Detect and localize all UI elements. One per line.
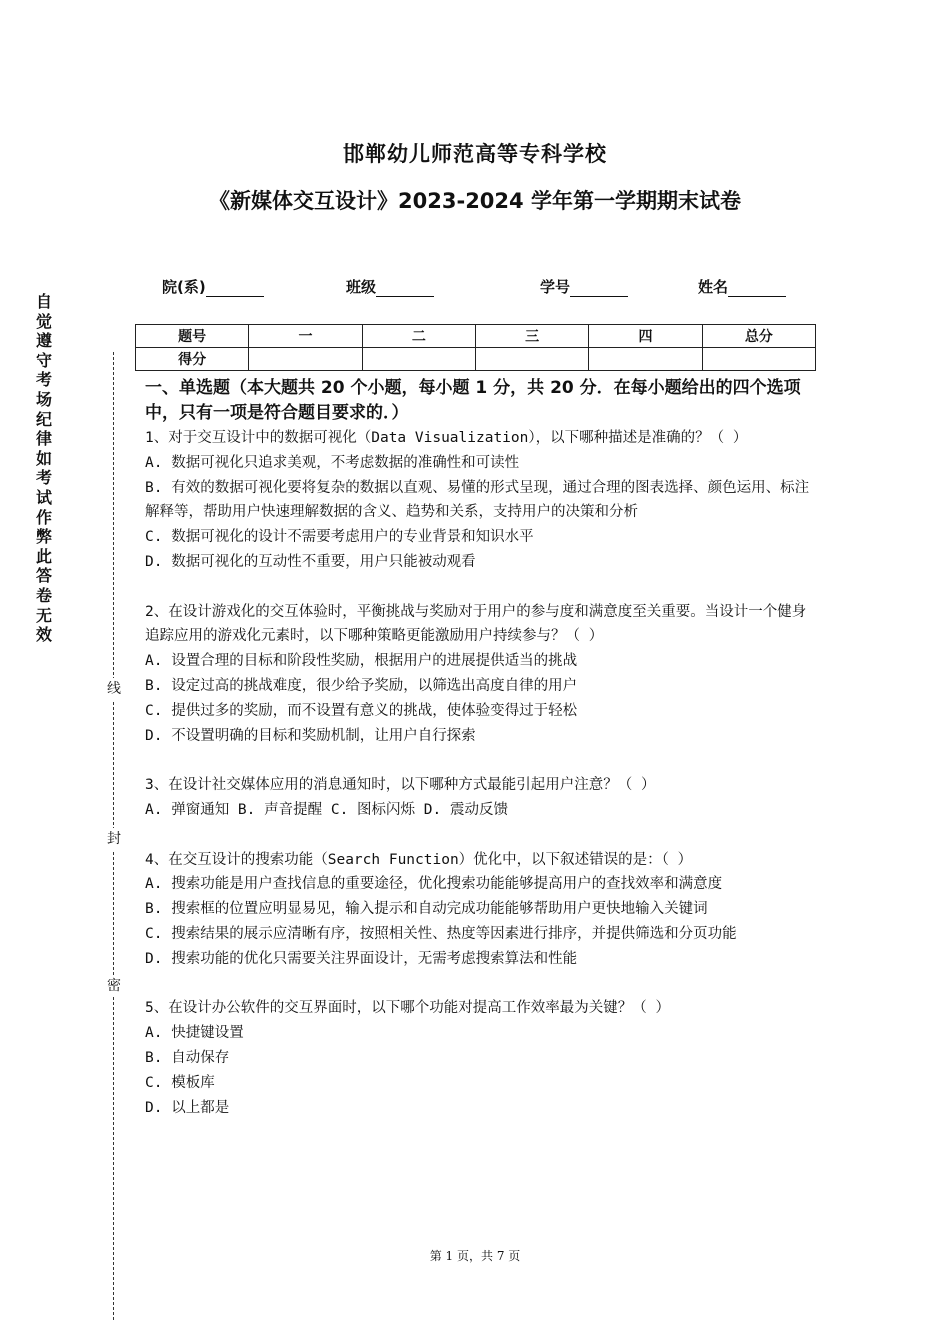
- question-option: C. 提供过多的奖励，而不设置有意义的挑战，使体验变得过于轻松: [145, 702, 578, 719]
- side-notice-char: 无: [35, 605, 52, 625]
- question-stem: 1、对于交互设计中的数据可视化（Data Visualization），以下哪种描述是准确的？（ ）: [145, 430, 748, 446]
- name-blank: [728, 280, 786, 297]
- question-stem: 5、在设计办公软件的交互界面时，以下哪个功能对提高工作效率最为关键？（ ）: [145, 1000, 670, 1017]
- class-label: 班级: [346, 278, 377, 296]
- side-notice-char: 此: [35, 546, 52, 566]
- department-label: 院(系): [162, 278, 206, 296]
- question-option: B. 设定过高的挑战难度，很少给予奖励，以筛选出高度自律的用户: [145, 677, 578, 694]
- question-option: C. 数据可视化的设计不需要考虑用户的专业背景和知识水平: [145, 529, 534, 546]
- question-option: A. 数据可视化只追求美观，不考虑数据的准确性和可读性: [145, 454, 520, 471]
- side-notice-char: 答: [35, 566, 52, 586]
- score-table-header-cell: 二: [362, 325, 475, 348]
- question-option: D. 搜索功能的优化只需要关注界面设计，无需考虑搜索算法和性能: [145, 950, 578, 967]
- name-label: 姓名: [698, 278, 729, 296]
- side-notice-char: 考: [35, 468, 52, 488]
- binding-label-seal: 封: [106, 828, 122, 850]
- class-blank: [376, 280, 434, 297]
- binding-label-secret: 密: [106, 975, 122, 997]
- department-field: [162, 276, 264, 297]
- question-5: [145, 996, 813, 1120]
- side-notice-char: 觉: [35, 311, 52, 331]
- score-table-header-cell: 题号: [136, 325, 249, 348]
- score-table: [135, 324, 816, 371]
- side-notice-char: 如: [35, 448, 52, 468]
- school-name: 邯郸幼儿师范高等专科学校: [343, 142, 607, 166]
- score-row-label: 得分: [136, 348, 249, 371]
- side-notice-char: 场: [35, 389, 52, 409]
- score-table-score-row: [136, 348, 816, 371]
- question-option: C. 搜索结果的展示应清晰有序，按照相关性、热度等因素进行排序，并提供筛选和分页功能: [145, 925, 737, 942]
- side-notice-char: 考: [35, 370, 52, 390]
- question-option: B. 搜索框的位置应明显易见，输入提示和自动完成功能能够帮助用户更快地输入关键词: [145, 901, 708, 918]
- question-option: D. 数据可视化的互动性不重要，用户只能被动观看: [145, 553, 476, 570]
- question-stem: 4、在交互设计的搜索功能（Search Function）优化中，以下叙述错误的是：（ ）: [145, 851, 693, 868]
- question-list: [145, 426, 813, 1145]
- side-notice: [33, 292, 55, 645]
- question-4: [145, 848, 813, 972]
- section-heading: 一、单选题（本大题共 20 个小题，每小题 1 分，共 20 分．在每小题给出的四个选项中，只有一项是符合题目要求的．）: [145, 378, 801, 423]
- question-option: A. 弹窗通知 B. 声音提醒 C. 图标闪烁 D. 震动反馈: [145, 801, 508, 818]
- student-id-field: [540, 276, 628, 297]
- side-notice-char: 弊: [35, 527, 52, 547]
- side-notice-char: 效: [35, 625, 52, 645]
- question-1: [145, 426, 813, 575]
- score-table-header-cell: 四: [589, 325, 702, 348]
- side-notice-char: 卷: [35, 585, 52, 605]
- class-field: [346, 276, 434, 297]
- question-stem: 2、在设计游戏化的交互体验时，平衡挑战与奖励对于用户的参与度和满意度至关重要。当设计一个健身追踪应用的游戏化元素时，以下哪种策略更能激励用户持续参与？（ ）: [145, 603, 807, 645]
- score-table-header-cell: 总分: [702, 325, 815, 348]
- score-table-header-cell: 三: [475, 325, 588, 348]
- question-option: A. 设置合理的目标和阶段性奖励，根据用户的进展提供适当的挑战: [145, 653, 578, 670]
- question-3: [145, 773, 813, 823]
- side-notice-char: 纪: [35, 409, 52, 429]
- score-cell: [249, 348, 362, 371]
- side-notice-char: 律: [35, 429, 52, 449]
- question-2: [145, 600, 813, 749]
- question-stem: 3、在设计社交媒体应用的消息通知时，以下哪种方式最能引起用户注意？（ ）: [145, 777, 656, 794]
- score-cell: [589, 348, 702, 371]
- question-option: A. 搜索功能是用户查找信息的重要途径，优化搜索功能能够提高用户的查找效率和满意度: [145, 876, 723, 893]
- binding-label-line: 线: [106, 678, 122, 700]
- score-cell: [475, 348, 588, 371]
- question-option: A. 快捷键设置: [145, 1025, 244, 1042]
- exam-title: 《新媒体交互设计》2023-2024 学年第一学期期末试卷: [209, 189, 741, 213]
- question-option: D. 不设置明确的目标和奖励机制，让用户自行探索: [145, 727, 476, 744]
- question-option: D. 以上都是: [145, 1099, 230, 1116]
- name-field: [698, 276, 786, 297]
- score-table-header-row: [136, 325, 816, 348]
- page-number: 第 1 页，共 7 页: [429, 1249, 521, 1263]
- question-option: B. 自动保存: [145, 1049, 230, 1066]
- score-cell: [702, 348, 815, 371]
- side-notice-char: 遵: [35, 331, 52, 351]
- student-id-blank: [570, 280, 628, 297]
- side-notice-char: 试: [35, 487, 52, 507]
- side-notice-char: 作: [35, 507, 52, 527]
- question-option: C. 模板库: [145, 1074, 215, 1091]
- student-id-label: 学号: [540, 278, 571, 296]
- side-notice-char: 自: [35, 292, 52, 311]
- score-cell: [362, 348, 475, 371]
- department-blank: [206, 280, 264, 297]
- side-notice-char: 守: [35, 350, 52, 370]
- score-table-header-cell: 一: [249, 325, 362, 348]
- question-option: B. 有效的数据可视化要将复杂的数据以直观、易懂的形式呈现，通过合理的图表选择、颜色运用、标注解释等，帮助用户快速理解数据的含义、趋势和关系，支持用户的决策和分析: [145, 479, 810, 521]
